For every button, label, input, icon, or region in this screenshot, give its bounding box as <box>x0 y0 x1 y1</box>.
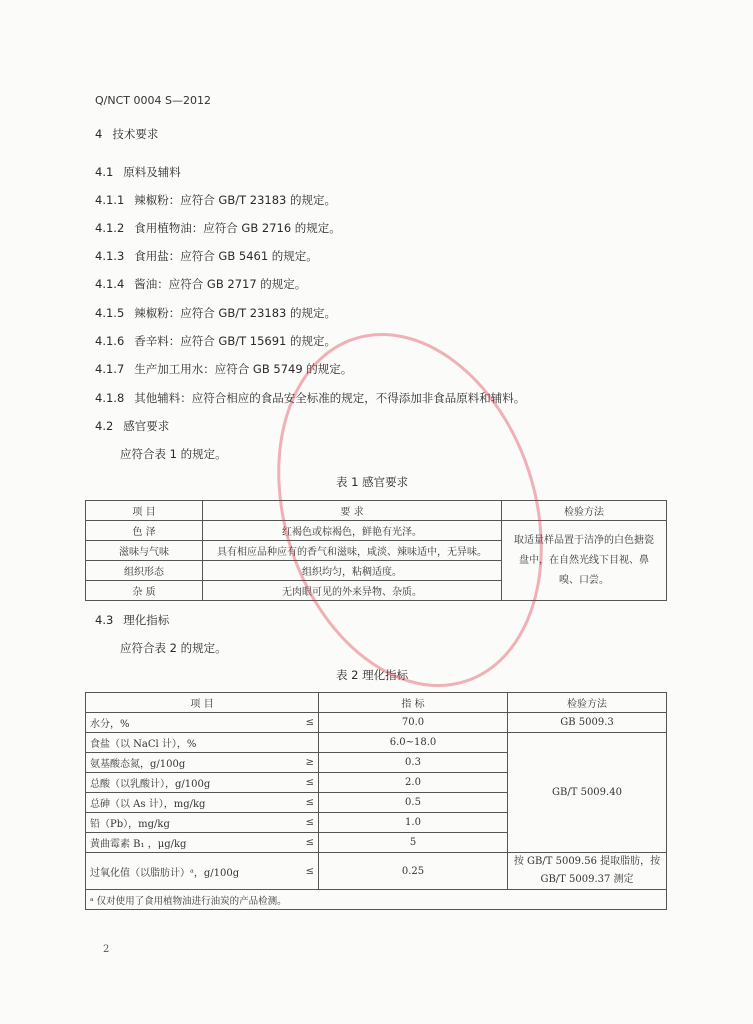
table1-caption: 表 1 感官要求 <box>336 475 409 489</box>
section-4-1-3: 4.1.3 食用盐：应符合 GB 5461 的规定。 <box>95 249 318 263</box>
table1-cell: 滋味与气味 <box>86 541 203 561</box>
physicochemical-table <box>85 692 667 910</box>
table-row <box>86 733 667 753</box>
section-4-1-6: 4.1.6 香辛料：应符合 GB/T 15691 的规定。 <box>95 334 337 348</box>
table2-item: 总砷（以 As 计），mg/kg <box>86 793 291 813</box>
table1-cell: 色 泽 <box>86 521 203 541</box>
table2-value: 2.0 <box>319 773 508 793</box>
standard-code: Q/NCT 0004 S—2012 <box>95 94 211 107</box>
section-4-1-5: 4.1.5 辣椒粉：应符合 GB/T 23183 的规定。 <box>95 306 337 320</box>
table2-value: 0.3 <box>319 753 508 773</box>
table2-sym: ≤ <box>290 793 319 813</box>
table2-item: 水分，% <box>86 713 291 733</box>
table1-cell: 组织均匀，粘稠适度。 <box>203 561 502 581</box>
table1-cell: 无肉眼可见的外来异物、杂质。 <box>203 581 502 601</box>
table2-value: 70.0 <box>319 713 508 733</box>
section-4-2: 4.2 感官要求 <box>95 419 170 433</box>
table2-item: 铅（Pb），mg/kg <box>86 813 291 833</box>
table2-item: 过氧化值（以脂肪计）ᵃ，g/100g <box>86 853 291 890</box>
table2-sym: ≤ <box>290 713 319 733</box>
table2-sym: ≥ <box>290 753 319 773</box>
section-4-2-body: 应符合表 1 的规定。 <box>120 447 227 461</box>
table2-value: 1.0 <box>319 813 508 833</box>
table1-cell: 具有相应品种应有的香气和滋味，咸淡、辣味适中，无异味。 <box>203 541 502 561</box>
section-4-1-7: 4.1.7 生产加工用水：应符合 GB 5749 的规定。 <box>95 362 353 376</box>
table2-method: GB 5009.3 <box>508 713 667 733</box>
table2-sym <box>290 733 319 753</box>
section-4-1-1: 4.1.1 辣椒粉：应符合 GB/T 23183 的规定。 <box>95 193 337 207</box>
table2-value: 5 <box>319 833 508 853</box>
table2-item: 氨基酸态氮，g/100g <box>86 753 291 773</box>
section-4-1-2: 4.1.2 食用植物油：应符合 GB 2716 的规定。 <box>95 221 341 235</box>
table2-caption: 表 2 理化指标 <box>336 668 409 682</box>
table1-header-method: 检验方法 <box>502 501 667 521</box>
table1-cell: 组织形态 <box>86 561 203 581</box>
page-number: 2 <box>103 944 110 955</box>
table2-header-value: 指 标 <box>319 693 508 713</box>
table2-method-last: 按 GB/T 5009.56 提取脂肪，按 GB/T 5009.37 测定 <box>508 853 667 890</box>
table2-header-item: 项 目 <box>86 693 319 713</box>
section-4-1-4: 4.1.4 酱油：应符合 GB 2717 的规定。 <box>95 277 307 291</box>
section-4: 4 技术要求 <box>95 127 159 141</box>
table1-cell: 红褐色或棕褐色，鲜艳有光泽。 <box>203 521 502 541</box>
table2-sym: ≤ <box>290 833 319 853</box>
table2-value: 6.0~18.0 <box>319 733 508 753</box>
table-row <box>86 853 667 890</box>
table2-sym: ≤ <box>290 853 319 890</box>
section-4-1-8: 4.1.8 其他辅料：应符合相应的食品安全标准的规定，不得添加非食品原料和辅料。 <box>95 391 526 405</box>
table2-item: 黄曲霉素 B₁ ，μg/kg <box>86 833 291 853</box>
section-4-3-body: 应符合表 2 的规定。 <box>120 641 227 655</box>
table1-header-requirement: 要 求 <box>203 501 502 521</box>
sensory-requirements-table <box>85 500 667 601</box>
table2-method-group: GB/T 5009.40 <box>508 733 667 853</box>
table2-value: 0.5 <box>319 793 508 813</box>
table2-sym: ≤ <box>290 773 319 793</box>
table2-footnote: ᵃ 仅对使用了食用植物油进行油炭的产品检测。 <box>86 890 667 910</box>
table2-item: 总酸（以乳酸计），g/100g <box>86 773 291 793</box>
table2-sym: ≤ <box>290 813 319 833</box>
section-4-1: 4.1 原料及辅料 <box>95 165 181 179</box>
table2-item: 食盐（以 NaCl 计），% <box>86 733 291 753</box>
table-row <box>86 521 667 541</box>
section-4-3: 4.3 理化指标 <box>95 613 170 627</box>
table2-value: 0.25 <box>319 853 508 890</box>
table1-header-item: 项 目 <box>86 501 203 521</box>
table1-method: 取适量样品置于洁净的白色搪瓷盘中，在自然光线下目视、鼻嗅、口尝。 <box>502 521 667 601</box>
table2-header-method: 检验方法 <box>508 693 667 713</box>
table-row <box>86 713 667 733</box>
table1-cell: 杂 质 <box>86 581 203 601</box>
